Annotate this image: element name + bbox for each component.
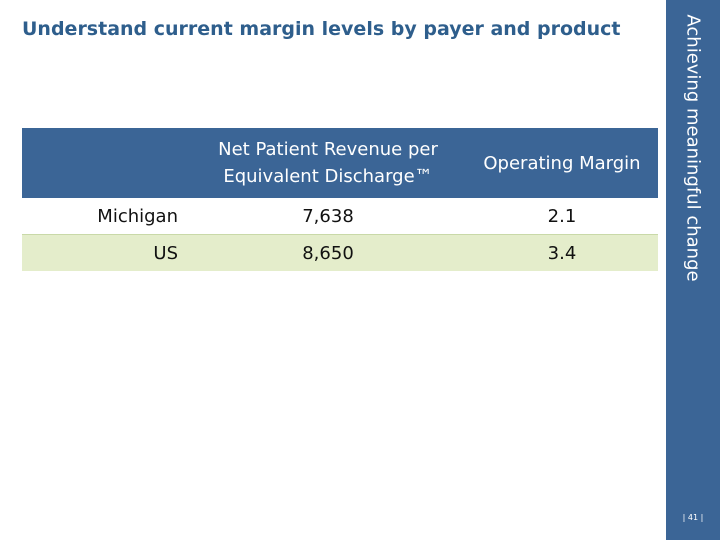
- margin-table: [22, 128, 658, 271]
- row-label-michigan: Michigan: [22, 198, 190, 235]
- slide-title: Understand current margin levels by payer and product: [22, 18, 621, 40]
- page-number: | 41 |: [682, 513, 704, 522]
- table-row: [22, 198, 658, 235]
- net-patient-revenue-michigan: 7,638: [190, 198, 466, 235]
- operating-margin-michigan: 2.1: [466, 198, 658, 235]
- table-header-row: [22, 128, 658, 198]
- header-operating-margin: Operating Margin: [466, 128, 658, 198]
- net-patient-revenue-us: 8,650: [190, 235, 466, 272]
- operating-margin-us: 3.4: [466, 235, 658, 272]
- table-row: [22, 235, 658, 272]
- row-label-us: US: [22, 235, 190, 272]
- header-blank: [22, 128, 190, 198]
- header-net-patient-revenue: Net Patient Revenue per Equivalent Discharge™: [190, 128, 466, 198]
- side-banner-text: Achieving meaningful change: [682, 14, 704, 282]
